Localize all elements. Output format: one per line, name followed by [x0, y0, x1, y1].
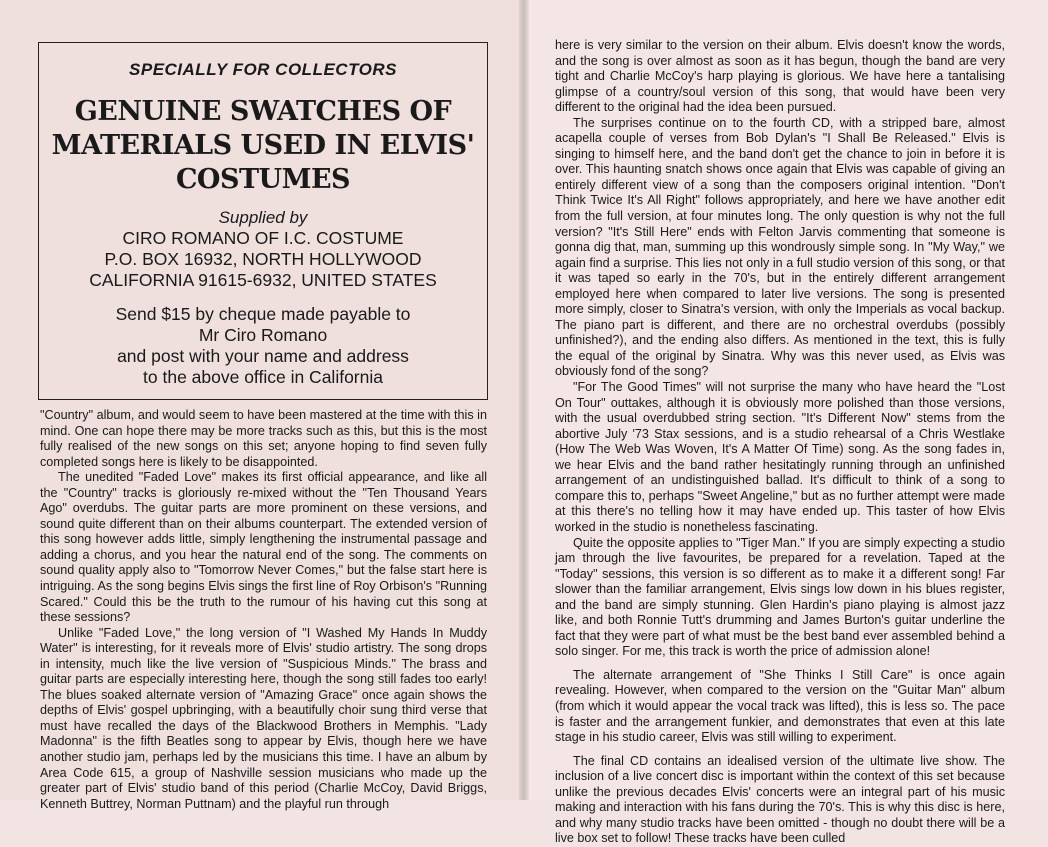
ad-address-line: P.O. BOX 16932, NORTH HOLLYWOOD [104, 249, 422, 269]
article-paragraph: The alternate arrangement of "She Thinks I Still Care" is once again revealing. However, when compared to the version on the "Guitar Man" album (from which it would appear the vocal track was lifted), this is less so. The pace is faster and the arrangement funkier, and demonstrates that even at this late stage in his studio career, Elvis was still willing to experiment. [555, 667, 1005, 745]
article-paragraph: The final CD contains an idealised version of the ultimate live show. The inclusion of a live concert disc is important within the context of this set because unlike the previous decades Elvis' concerts were an integral part of his music making and interaction with his fans during the 70's. This is why this disc is here, and why many studio tracks have been omitted - though no doubt there will be a live box set to follow! These tracks have been culled [555, 753, 1005, 846]
book-gutter [519, 0, 529, 800]
ad-address [39, 228, 487, 291]
right-page [523, 0, 1048, 846]
ad-address-line: CALIFORNIA 91615-6932, UNITED STATES [89, 270, 437, 290]
ad-supplied-by: Supplied by [218, 208, 308, 227]
ad-order-line: Send $15 by cheque made payable to [115, 304, 411, 324]
right-article-column [555, 38, 1005, 847]
ad-address-line: CIRO ROMANO OF I.C. COSTUME [122, 228, 404, 248]
article-paragraph: "Country" album, and would seem to have been mastered at the time with this in mind. One can hope there may be more tracks such as this, but this is the most fully realised of the new songs on this set; anyone hoping to find seven fully completed songs here is likely to be disappointed. [40, 408, 487, 469]
article-paragraph: The unedited "Faded Love" makes its first official appearance, and like all the "Country" tracks is gloriously re-mixed without the "Ten Thousand Years Ago" overdubs. The guitar parts are more prominent on these versions, and sound quite different than on their albums counterpart. The extended version of this song however adds little, simply lengthening the instrumental passage and adding a chorus, and you hear the natural end of the song. The comments on sound quality apply also to "Tomorrow Never Comes," but the false start here is intriguing. As the song begins Elvis sings the first line of Roy Orbison's "Running Scared." Could this be the truth to the rumour of his having cut this song at these sessions? [40, 470, 487, 625]
left-article-column [40, 408, 487, 812]
ad-kicker: SPECIALLY FOR COLLECTORS [129, 60, 397, 79]
ad-order-line: and post with your name and address [117, 346, 409, 366]
ad-order-line: Mr Ciro Romano [198, 325, 328, 345]
article-paragraph: Unlike "Faded Love," the long version of "I Washed My Hands In Muddy Water" is interesting, for it reveals more of Elvis' studio artistry. The song drops in intensity, much like the live version of "Suspicious Minds." The brass and guitar parts are especially interesting here, though the song still fades too early! The blues soaked alternate version of "Amazing Grace" once again shows the depths of Elvis' gospel upbringing, with a beautifully choir sung third verse that must have recalled the days of the Blackwood Brothers in Memphis. "Lady Madonna" is the fifth Beatles song to appear by Elvis, though here we have another studio jam, perhaps led by the musicians this time. I have an album by Area Code 615, a group of Nashville session musicians who made up the greater part of Elvis' studio band of this period (Charlie McCoy, David Briggs, Kenneth Buttrey, Norman Puttnam) and the playful run through [40, 625, 487, 811]
ad-order-instructions [39, 304, 487, 388]
collectors-advertisement [38, 42, 488, 400]
article-paragraph: "For The Good Times" will not surprise the many who have heard the "Lost On Tour" outtakes, although it is obviously more polished than those versions, with the usual overdubbed string section. "It's Different Now" stems from the abortive July '73 Stax sessions, and is a studio rehearsal of a Chris Westlake (How The Web Was Woven, It's A Matter Of Time) song. As the song fades in, we hear Elvis and the band rather hesitatingly running through an unfinished arrangement of an undistinguished ballad. It's difficult to think of a song to compare this to, perhaps "Sweet Angeline," but as no further attempt were made at this there's no telling how it may have ended up. This taster of how Elvis worked in the studio is nonetheless fascinating. [555, 380, 1005, 534]
article-paragraph: The surprises continue on to the fourth CD, with a stripped bare, almost acapella couple of verses from Bob Dylan's "I Shall Be Released." Elvis is singing to himself here, and the band don't get the chance to join in before it is over. This haunting snatch shows once again that Elvis was capable of giving an entirely different view of a song than the composers original intention. "Don't Think Twice It's All Right" follows appropriately, and here we have another edit from the full version, at four minutes long. The only question is why not the full version? "It's Still Here" ends with Felton Jarvis commenting that someone is gonna dig that, man, summing up this wondrously simple song. In "My Way," we again find a surprise. This lies not only in a full studio version of this song, or that it was taped so early in the 70's, but in the entirely different arrangement employed here when compared to later live versions. The song is presented more simply, closer to Sinatra's version, with only the Imperials as vocal backup. The piano part is different, and there are no orchestral overdubs (possibly unfinished?), and the ending also differs. As mentioned in the text, this is fully the equal of the original by Sinatra. Why was this never used, as Elvis was obviously fond of the song? [555, 115, 1005, 379]
article-paragraph: here is very similar to the version on their album. Elvis doesn't know the words, and the song is over almost as soon as it has begun, though the band are very tight and Charlie McCoy's harp playing is glorious. We have here a tantalising glimpse of a country/soul version of this song, that would have been very different to the original had the idea been pursued. [555, 38, 1005, 115]
ad-order-line: to the above office in California [143, 367, 383, 387]
left-page [0, 0, 523, 811]
article-paragraph: Quite the opposite applies to "Tiger Man." If you are simply expecting a studio jam through the live favourites, be prepared for a revelation. Taped at the "Today" sessions, this version is so different as to make it a different song! Far slower than the familiar arrangement, Elvis sings low down in his blues register, and the band are simply stunning. Glen Hardin's piano playing is almost jazz like, and both Ronnie Tutt's drumming and James Burton's guitar underline the fact that they were part of what must be the best band ever assembled behind a solo singer. For me, this track is worth the price of admission alone! [555, 535, 1005, 659]
ad-headline: GENUINE SWATCHES OF MATERIALS USED IN ELVIS' COSTUMES [51, 96, 475, 195]
